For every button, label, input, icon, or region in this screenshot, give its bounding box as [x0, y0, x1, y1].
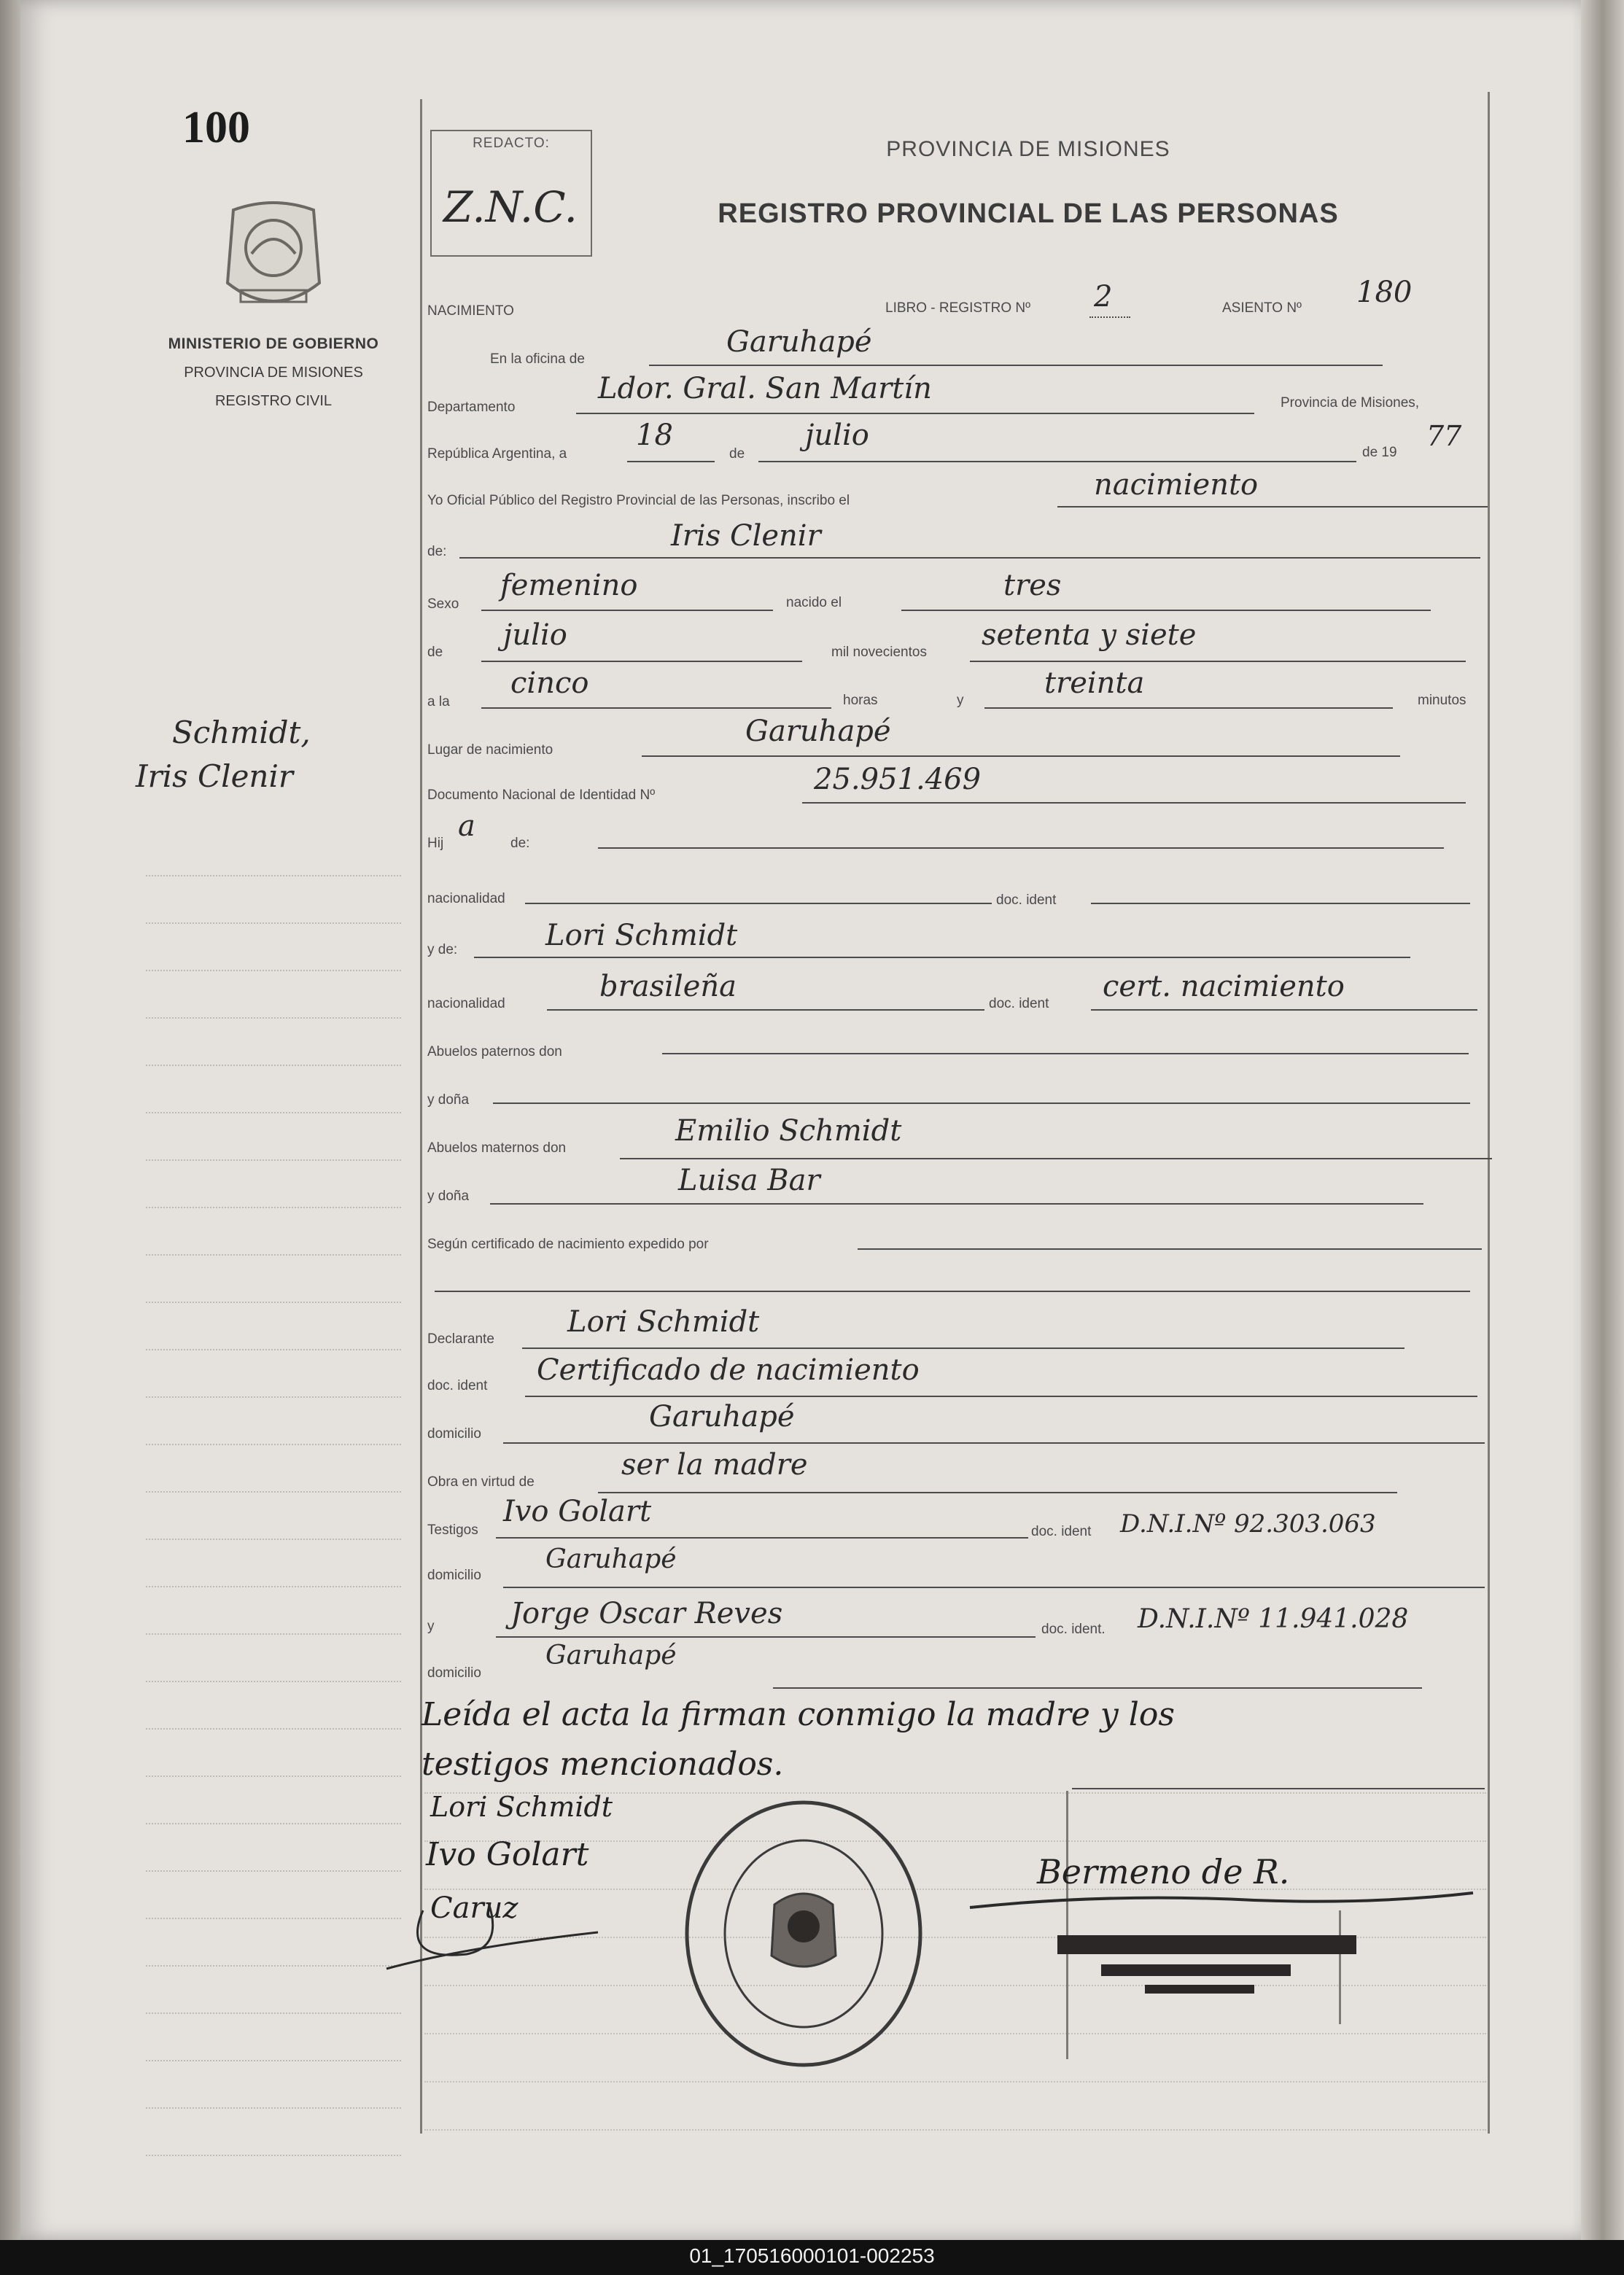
scan-footer-id: 01_170516000101-002253 — [689, 2244, 935, 2267]
abp-label: Abuelos paternos don — [427, 1044, 562, 1059]
horas-label: horas — [843, 693, 878, 708]
mes-line — [758, 461, 1356, 462]
redacto-initials: Z.N.C. — [443, 182, 578, 232]
docdecl-line — [525, 1396, 1477, 1397]
y2-label: y — [427, 1619, 435, 1634]
ministry-line2: PROVINCIA DE MISIONES — [184, 365, 363, 381]
lugar-value: Garuhapé — [745, 715, 891, 748]
sexo-label: Sexo — [427, 596, 459, 612]
obra-value: ser la madre — [621, 1448, 808, 1482]
abp-line — [662, 1053, 1469, 1054]
declarante-line — [522, 1348, 1405, 1349]
domicilio2-line — [503, 1587, 1485, 1588]
nombre-label: de: — [427, 544, 447, 559]
declarante-value: Lori Schmidt — [567, 1305, 760, 1339]
official-stamp — [680, 1795, 928, 2072]
nacido-value: tres — [1003, 569, 1062, 602]
mil-label: mil novecientos — [831, 645, 927, 660]
redacted-name-block — [1057, 1935, 1356, 1954]
anio-value: 77 — [1426, 420, 1462, 452]
signature-mother: Lori Schmidt — [430, 1791, 613, 1823]
province-heading: PROVINCIA DE MISIONES — [886, 137, 1170, 161]
mes-nac-line — [481, 661, 802, 662]
signature-witness-1: Ivo Golart — [426, 1836, 589, 1873]
domicilio1-value: Garuhapé — [649, 1400, 795, 1434]
page-number: 100 — [182, 103, 250, 152]
y-label: y — [957, 693, 964, 708]
domicilio3-label: domicilio — [427, 1665, 481, 1681]
abm-label: Abuelos maternos don — [427, 1140, 567, 1156]
de19-label: de 19 — [1362, 445, 1397, 460]
domicilio2-label: domicilio — [427, 1568, 481, 1583]
domicilio2-value: Garuhapé — [545, 1544, 677, 1574]
domicilio1-label: domicilio — [427, 1426, 481, 1442]
doct1-value: D.N.I.Nº 92.303.063 — [1120, 1509, 1376, 1539]
docdecl-label: doc. ident — [427, 1378, 488, 1393]
hora-value: cinco — [510, 666, 589, 700]
nac1-line — [525, 903, 992, 904]
domicilio3-value: Garuhapé — [545, 1641, 677, 1671]
libro-value: 2 — [1094, 280, 1113, 314]
departamento-value: Ldor. Gral. San Martín — [598, 372, 932, 405]
libro-line — [1089, 316, 1130, 318]
nac2-label: nacionalidad — [427, 996, 505, 1011]
hora-line — [481, 707, 831, 709]
departamento-line — [576, 413, 1254, 414]
signature-witness-2: Caruz — [430, 1891, 518, 1925]
nombre-line — [459, 557, 1480, 559]
nac2-value: brasileña — [599, 970, 737, 1003]
abm-value: Emilio Schmidt — [675, 1114, 902, 1148]
lugar-line — [642, 755, 1400, 757]
anio-nac-line — [970, 661, 1466, 662]
oficina-line — [649, 365, 1383, 366]
record-type-label: NACIMIENTO — [427, 303, 514, 319]
form-left-border — [420, 99, 422, 2134]
doc1-label: doc. ident — [996, 892, 1057, 908]
closing-line-2: testigos mencionados. — [421, 1746, 784, 1783]
ministry-line3: REGISTRO CIVIL — [214, 393, 333, 409]
asiento-value: 180 — [1356, 276, 1413, 309]
testigo2-value: Jorge Oscar Reves — [510, 1597, 783, 1630]
docdecl-value: Certificado de nacimiento — [537, 1353, 920, 1387]
signature-top-line — [1072, 1788, 1485, 1789]
doc2-label: doc. ident — [989, 996, 1049, 1011]
redacto-label: REDACTO: — [473, 136, 550, 151]
inscribo-value: nacimiento — [1094, 468, 1259, 502]
obra-label: Obra en virtud de — [427, 1474, 535, 1490]
sexo-line — [481, 610, 773, 611]
hij-value: a — [458, 809, 475, 843]
oficina-value: Garuhapé — [726, 325, 872, 359]
obra-line — [598, 1492, 1397, 1493]
asiento-label: ASIENTO Nº — [1222, 300, 1302, 316]
testigo2-line — [496, 1636, 1036, 1638]
nac2-line — [547, 1009, 984, 1011]
signature-flourish — [379, 1881, 613, 1983]
declarante-label: Declarante — [427, 1331, 494, 1347]
minutos-value: treinta — [1044, 666, 1145, 700]
oficina-label: En la oficina de — [490, 351, 585, 367]
testigo1-value: Ivo Golart — [503, 1495, 652, 1528]
nac1-label: nacionalidad — [427, 891, 505, 906]
dni-line — [802, 802, 1466, 804]
minutos-line — [984, 707, 1393, 709]
testigos-label: Testigos — [427, 1522, 478, 1538]
lugar-label: Lugar de nacimiento — [427, 742, 553, 758]
doc1-line — [1091, 903, 1470, 904]
departamento-label: Departamento — [427, 400, 516, 415]
ministry-block — [146, 335, 401, 410]
padre-line — [598, 847, 1444, 849]
nombre-value: Iris Clenir — [671, 519, 821, 553]
ydona2-value: Luisa Bar — [678, 1164, 820, 1197]
libro-label: LIBRO - REGISTRO Nº — [885, 300, 1031, 316]
doct2-label: doc. ident. — [1041, 1622, 1106, 1637]
segun-line-2 — [435, 1291, 1470, 1292]
mes-nac-label: de — [427, 645, 443, 660]
ministry-line1: MINISTERIO DE GOBIERNO — [168, 335, 379, 352]
dia-value: 18 — [636, 419, 673, 452]
redacted-title-block — [1101, 1964, 1291, 1976]
coat-of-arms-seal — [219, 195, 328, 319]
de-label: de — [729, 446, 745, 462]
segun-line — [858, 1248, 1482, 1250]
signature-registrar: Bermeno de R. — [1037, 1852, 1290, 1891]
sexo-value: femenino — [500, 569, 638, 602]
provincia-label: Provincia de Misiones, — [1281, 395, 1420, 411]
registry-heading: REGISTRO PROVINCIAL DE LAS PERSONAS — [718, 198, 1339, 229]
nacido-line — [901, 610, 1431, 611]
nacido-label: nacido el — [786, 595, 842, 610]
page-edge — [1581, 0, 1624, 2240]
ydona2-label: y doña — [427, 1189, 470, 1204]
form-right-border — [1488, 92, 1490, 2134]
a-la-label: a la — [427, 694, 450, 709]
domicilio3-line — [773, 1687, 1422, 1689]
closing-line-1: Leída el acta la firman conmigo la madre y los — [421, 1696, 1175, 1733]
minutos-label: minutos — [1418, 693, 1466, 708]
mes-nac-value: julio — [503, 618, 567, 652]
margin-note-surname: Schmidt, — [172, 715, 311, 750]
redacted-office-block — [1145, 1985, 1254, 1994]
inscribo-line — [1057, 506, 1488, 508]
doc2-value: cert. nacimiento — [1103, 970, 1345, 1003]
yde-label: y de: — [427, 942, 458, 957]
segun-label: Según certificado de nacimiento expedido por — [427, 1237, 709, 1252]
madre-value: Lori Schmidt — [545, 919, 738, 952]
hij-de-label: de: — [510, 836, 530, 851]
doct1-label: doc. ident — [1031, 1524, 1092, 1539]
anio-nac-value: setenta y siete — [982, 618, 1197, 652]
republica-label: República Argentina, a — [427, 446, 567, 462]
dia-line — [627, 461, 715, 462]
margin-note-given-name: Iris Clenir — [136, 758, 293, 794]
domicilio1-line — [503, 1442, 1485, 1444]
madre-line — [474, 957, 1410, 958]
doc2-line — [1091, 1009, 1477, 1011]
hij-label: Hij — [427, 836, 444, 851]
inscribo-label: Yo Oficial Público del Registro Provincial de las Personas, inscribo el — [427, 493, 850, 508]
dni-value: 25.951.469 — [814, 763, 982, 796]
mes-value: julio — [805, 419, 869, 452]
ydona1-label: y doña — [427, 1092, 470, 1108]
ydona2-line — [490, 1203, 1423, 1205]
doct2-value: D.N.I.Nº 11.941.028 — [1138, 1604, 1409, 1634]
ydona1-line — [493, 1102, 1470, 1104]
testigo1-line — [496, 1537, 1028, 1539]
abm-line — [620, 1158, 1492, 1159]
dni-label: Documento Nacional de Identidad Nº — [427, 788, 656, 803]
